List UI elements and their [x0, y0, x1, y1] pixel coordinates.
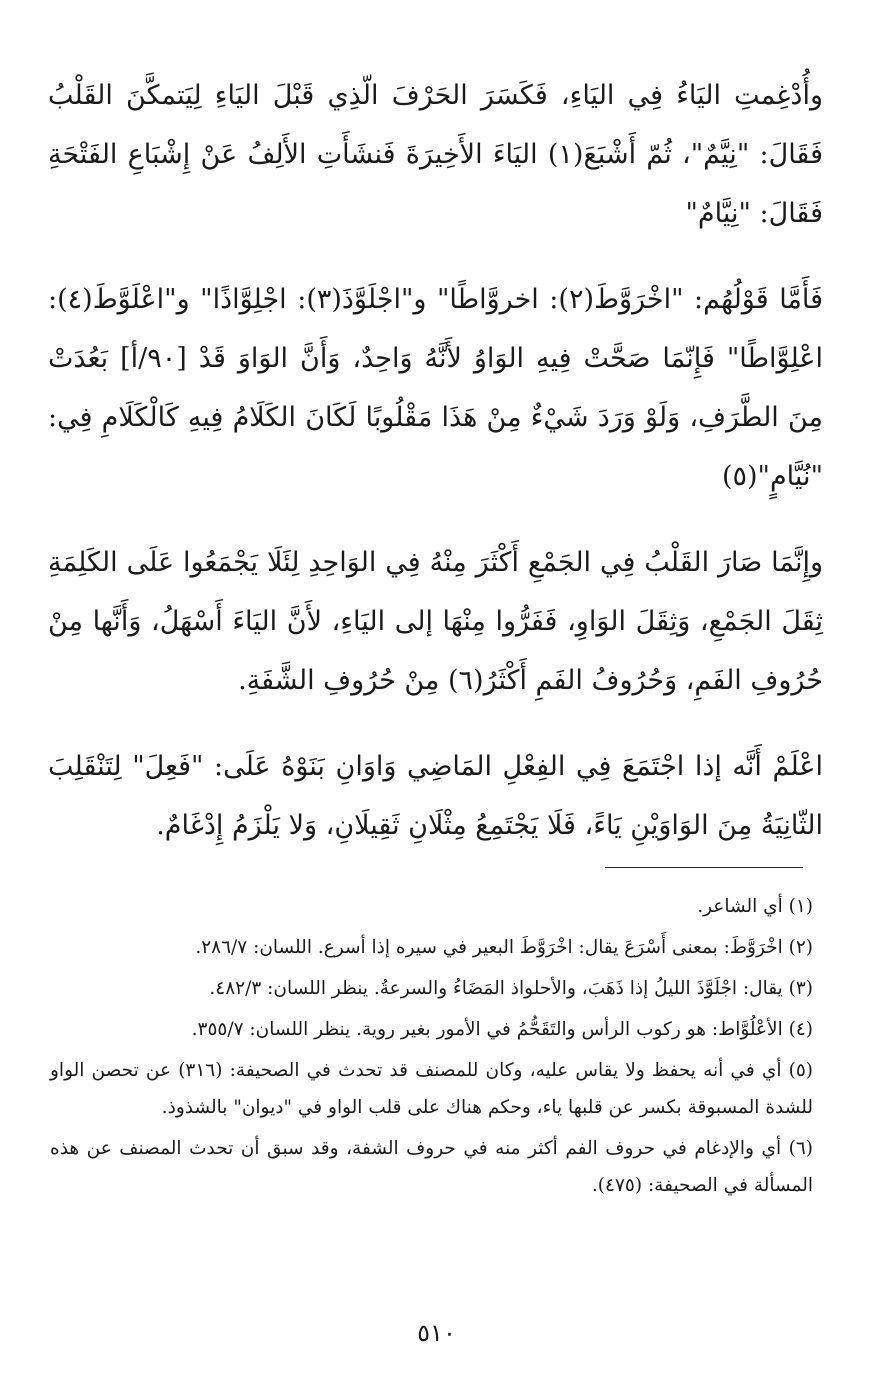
footnote-4: (٤) الأعْلُوَّاط: هو ركوب الرأس والتَقَحُّمُ في الأمور بغير روية. ينظر اللسان: ٣٥٥/٧. [191, 1019, 813, 1040]
footnote-2: (٢) اخْرَوَّطَ: بمعنى أَسْرَعَ يقال: اخْرَوَّطَ البعير في سيره إذا أسرع. اللسان: ٢٨٦/٧. [195, 937, 813, 958]
main-text [48, 66, 823, 882]
footnote-6: (٦) أي والإدغام في حروف الفم أكثر منه في حروف الشفة، وقد سبق أن تحدث المصنف عن هذه المسألة في الصحيفة: (٤٧٥). [50, 1138, 813, 1196]
paragraph-2: فَأَمَّا قَوْلُهُم: "اخْرَوَّطَ(٢): اخروَّاطًا" و"اجْلَوَّذَ(٣): اجْلِوَّاذًا" و"اعْلَوَّطَ(٤): اعْلِوَّاطًا" فَإِنّمَا صَحَّتْ فِيهِ الوَاوُ لأَنَّهُ وَاحِدٌ، وَأَنَّ الوَاوَ قَدْ [٩٠/أ] بَعُدَتْ مِنَ الطَّرَفِ، وَلَوْ وَرَدَ شَيْءٌ مِنْ هَذَا مَقْلُوبًا لَكَانَ الكَلَامُ فِيهِ كَالْكَلَامِ فِي: "نُيَّامٍ"(٥) [48, 284, 824, 492]
footnotes [50, 888, 813, 1208]
paragraph-3: وإِنَّمَا صَارَ القَلْبُ فِي الجَمْعِ أَكْثَرَ مِنْهُ فِي الوَاحِدِ لِئَلَا يَجْمَعُوا عَلَى الكَلِمَةِ ثِقَلَ الجَمْعِ، وَثِقَلَ الوَاوِ، فَفَرُّوا مِنْهَا إلى اليَاءِ، لأَنَّ اليَاءَ أَسْهَلُ، وَأَنَّها مِنْ حُرُوفِ الفَمِ، وَحُرُوفُ الفَمِ أَكْثَرُ(٦) مِنْ حُرُوفِ الشَّفَةِ. [48, 547, 823, 696]
paragraph-1: وأُدْغِمتِ اليَاءُ فِي اليَاءِ، فَكَسَرَ الحَرْفَ الّذِي قَبْلَ اليَاءِ لِيَتمكَّنَ القَلْبُ فَقَالَ: "نِيَّمٌ"، ثُمّ أَشْبَعَ(١) اليَاءَ الأَخِيرَةَ فَنشَأَتِ الأَلِفُ عَنْ إِشْبَاعِ الفَتْحَةِ فَقَالَ: "نِيَّامٌ" [48, 80, 823, 229]
footnote-5: (٥) أي في أنه يحفظ ولا يقاس عليه، وكان للمصنف قد تحدث في الصحيفة: (٣١٦) عن تحصن الواو للشدة المسبوقة بكسر عن قلبها ياء، وحكم هناك على قلب الواو في "ديوان" بالشذوذ. [50, 1060, 813, 1118]
paragraph-4: اعْلَمْ أَنَّه إذا اجْتَمَعَ فِي الفِعْلِ المَاضِي وَاوَانِ بَنَوْهُ عَلَى: "فَعِلَ" لِتَنْقَلِبَ الثّانِيَةُ مِنَ الوَاوَيْنِ يَاءً، فَلَا يَجْتَمِعُ مِثْلَانِ ثَقِيلَانِ، وَلا يَلْزَمُ إِدْغَامٌ. [48, 751, 823, 841]
footnote-1: (١) أي الشاعر. [697, 896, 813, 917]
footnote-separator [605, 867, 803, 868]
page-number: ٥١٠ [417, 1319, 456, 1347]
footnote-3: (٣) يقال: اجْلَوَّذَ الليلُ إذا ذَهَبَ، والأحلواذ المَضَاءُ والسرعةُ. ينظر اللسان: ٤٨٢/٣. [209, 978, 813, 999]
